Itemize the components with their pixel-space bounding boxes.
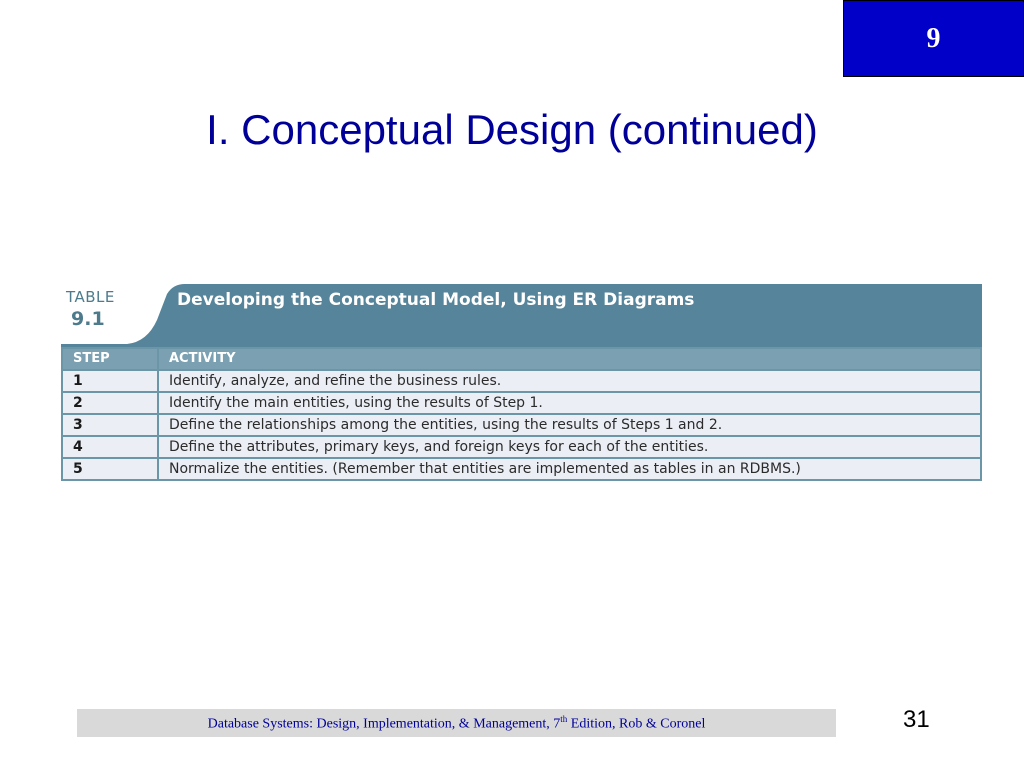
footer-text-before: Database Systems: Design, Implementation, & Management, 7 [207, 716, 561, 732]
chapter-number: 9 [926, 22, 941, 54]
step-cell: 5 [62, 458, 158, 480]
step-cell: 4 [62, 436, 158, 458]
step-cell: 3 [62, 414, 158, 436]
slide-title: I. Conceptual Design (continued) [206, 106, 818, 153]
table-caption: Developing the Conceptual Model, Using ER Diagrams [177, 290, 695, 310]
footer-superscript: th [560, 713, 568, 724]
page-number: 31 [903, 706, 930, 733]
column-header-step: STEP [62, 348, 158, 370]
table-figure-header [61, 284, 982, 347]
table-row [62, 436, 981, 458]
table-label-word: TABLE [66, 288, 115, 306]
activity-cell: Identify the main entities, using the results of Step 1. [158, 392, 981, 414]
activity-cell: Define the attributes, primary keys, and foreign keys for each of the entities. [158, 436, 981, 458]
column-header-activity: ACTIVITY [158, 348, 981, 370]
step-cell: 1 [62, 370, 158, 392]
footer-text-after: Edition, Rob & Coronel [567, 716, 706, 732]
steps-table [61, 347, 982, 481]
footer-bar [77, 709, 836, 737]
activity-cell: Identify, analyze, and refine the business rules. [158, 370, 981, 392]
table-figure [61, 284, 982, 494]
activity-cell: Define the relationships among the entities, using the results of Steps 1 and 2. [158, 414, 981, 436]
table-row [62, 458, 981, 480]
table-row [62, 414, 981, 436]
step-cell: 2 [62, 392, 158, 414]
table-label-number: 9.1 [71, 308, 105, 330]
footer-citation [208, 714, 706, 733]
activity-cell: Normalize the entities. (Remember that entities are implemented as tables in an RDBMS.) [158, 458, 981, 480]
chapter-badge [843, 0, 1024, 77]
table-header-row [62, 348, 981, 370]
table-row [62, 370, 981, 392]
table-row [62, 392, 981, 414]
